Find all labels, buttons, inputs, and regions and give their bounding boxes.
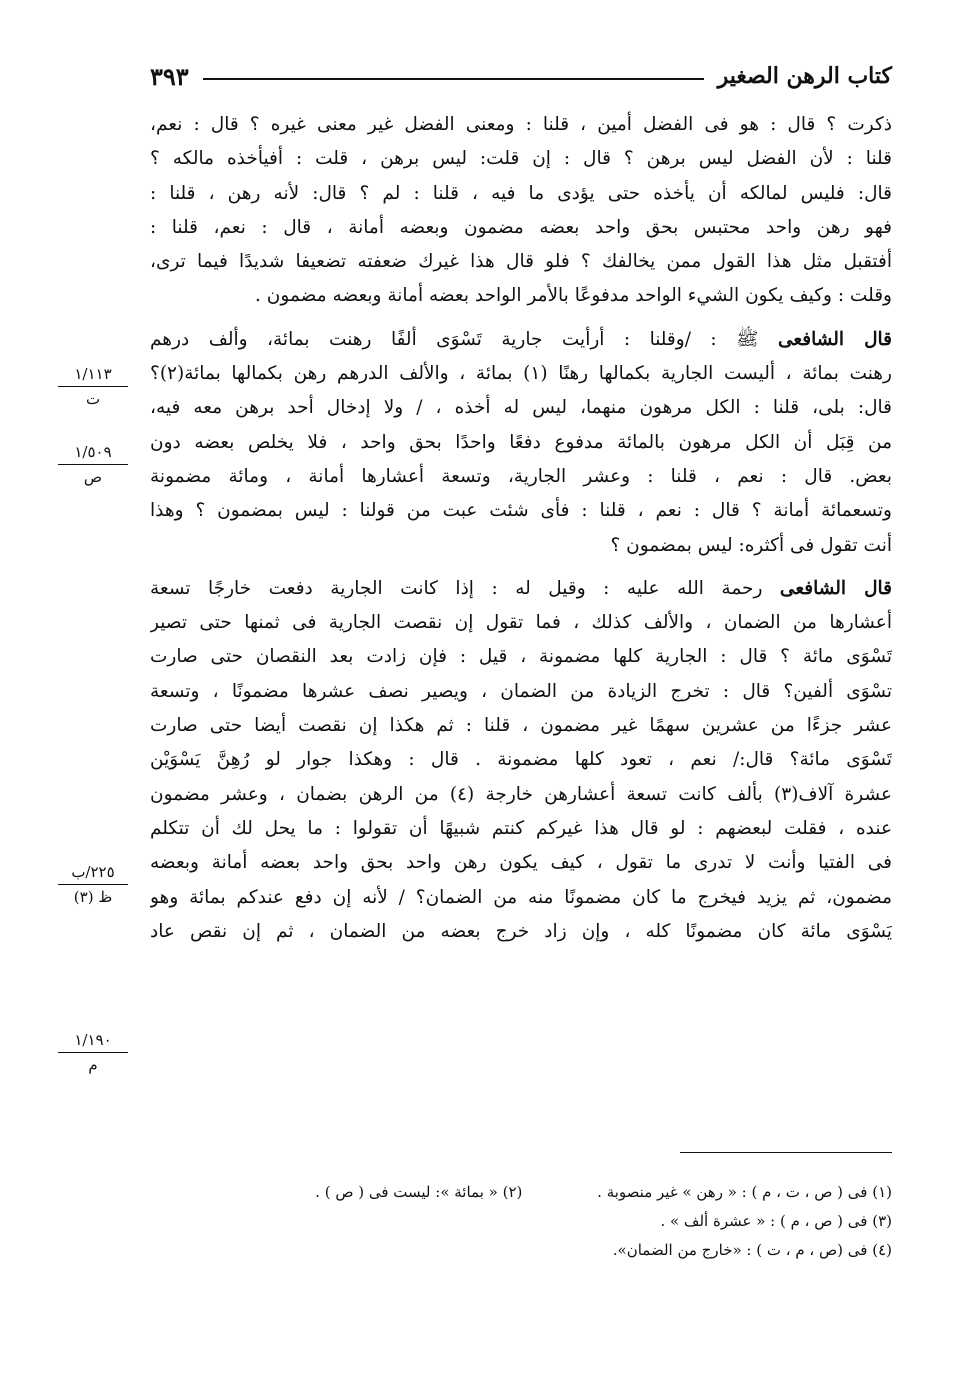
main-text (150, 108, 892, 949)
text-line: يَسْوَى مائة كان مضمونًا كله ، وإن زاد خرج بعضه من الضمان ، ثم إن نقص عاد (150, 920, 892, 942)
text-line: وقلت : وكيف يكون الشيء الواحد مدفوعًا بالأمر الواحد بعضه أمانة وبعضه مضمون . (255, 285, 892, 307)
margin-note-folio: ٢٢٥/ب (58, 862, 128, 885)
text-line: ذكرت ؟ قال : هو فى الفضل أمين ، قلنا : ومعنى الفضل غير معنى غيره ؟ قال : نعم، (150, 114, 892, 135)
text-line: رهنت بمائة ، أليست الجارية بكمالها رهنًا (١) بمائة ، والألف الدرهم رهن بكمالها بمائة(٢)؟ (150, 363, 892, 385)
text-line: عشر جزءًا من عشرين سهمًا غير مضمون ، قلنا : ثم هكذا إن نقصت أيضا حتى صارت (150, 715, 892, 737)
text-line: فى الفتيا وأنت لا تدرى ما تقول ، كيف يكون رهن واحد بحق واحد بعضه أمانة وبعضه (150, 852, 892, 874)
text-line: أنت تقول فى أكثره: ليس بمضمون ؟ (610, 534, 892, 556)
margin-note (58, 442, 128, 487)
footnote-separator (680, 1152, 892, 1153)
margin-note-folio: ١/١٩٠ (58, 1030, 128, 1053)
text-line: قلنا : لأن الفضل ليس برهن ؟ قال : إن قلت: ليس برهن ، قلت : أفيأخذه مالكه ؟ (150, 148, 892, 170)
paragraph-first-line (150, 572, 892, 606)
text-line: أفتقبل مثل هذا القول ممن يخالفك ؟ فلو قال هذا غيرك ضعفته تضعيفا شديدًا فيما ترى، (150, 251, 892, 273)
margin-note-siglum: ت (85, 390, 101, 408)
text-line: عنده ، فقلت لبعضهم : لو قال هذا غيركم كنتم شبيهًا أن تقولوا : ما يحل لك أن تتكلم (150, 817, 892, 839)
footnote-row (150, 1207, 892, 1236)
text-line: فهو رهن واحد محتبس بحق واحد بعضه مضمون وبعضه أمانة ، قال : نعم، قلنا : (150, 216, 892, 238)
margin-note (58, 364, 128, 409)
margin-note (58, 862, 128, 907)
first-line-text: رحمة الله عليه : وقيل له : إذا كانت الجارية دفعت خارجًا تسعة (150, 577, 780, 599)
footnotes (150, 1178, 892, 1265)
text-line: تسْوَى ألفين؟ قال : تخرج الزيادة من الضمان ، ويصير نصف عشرها مضمونًا ، وتسعة (150, 680, 892, 702)
first-line-text: ﷺ : /وقلنا : أرأيت جارية تَسْوَى ألفًا رهنت بمائة، وألف درهم (150, 328, 778, 350)
text-line: من قِبَل أن الكل مرهون بالمائة مدفوع دفعًا واحدًا بحق واحد ، فلا يخلص بعضه دون (150, 431, 892, 453)
book-title: كتاب الرهن الصغير (717, 63, 892, 89)
footnote: (٢) « بمائة »: ليست فى ( ص ) . (315, 1183, 523, 1201)
text-line: قال: فليس لمالكه أن يأخذه حتى يؤدى ما فيه ، قلنا : لم ؟ قال: لأنه رهن ، قلنا : (150, 182, 892, 204)
page-header (150, 56, 892, 96)
footnote: (٤) فى (ص ، م ، ت ) : «خارج من الضمان». (612, 1241, 892, 1259)
footnote: (١) فى ( ص ، ت ، م ) : « رهن » غير منصوبة . (597, 1183, 892, 1201)
footnote-row (150, 1236, 892, 1265)
footnote: (٣) فى ( ص ، م ) : « عشرة ألف » . (660, 1212, 892, 1230)
paragraph-gap (150, 314, 892, 323)
text-line: تَسْوَى مائة ؟ قال : الجارية كلها مضمونة ، قيل : فإن زادت بعد النقصان حتى صارت (150, 646, 892, 668)
text-line: عشرة آلاف(٣) بألف كانت تسعة أعشارهن خارجة (٤) من الرهن بضمان ، وعشر مضمون (150, 783, 892, 805)
margin-note-folio: ١/١١٣ (58, 364, 128, 387)
page-number: ٣٩٣ (150, 61, 189, 91)
text-line: مضمون، ثم يزيد فيخرج ما كان مضمونًا منه من الضمان؟ / لأنه إن دفع عندكم بمائة وهو (150, 886, 892, 908)
margin-note-siglum: م (88, 1056, 98, 1074)
margin-note-siglum: ظ (٣) (73, 888, 113, 906)
paragraph-first-line (150, 323, 892, 357)
text-line: وتسعمائة أمانة ؟ قال : نعم ، قلنا : فأى شئت عبت من قولنا : ليس بمضمون ؟ وهذا (150, 500, 892, 522)
paragraph-lead: قال الشافعى (779, 577, 892, 599)
margin-note-folio: ١/٥٠٩ (58, 442, 128, 465)
paragraph-gap (150, 563, 892, 572)
text-line: تَسْوَى مائة؟ قال:/ نعم ، تعود كلها مضمونة . قال : وهكذا جوار لو رُهِنَّ يَسْوَيْن (150, 749, 892, 771)
footnote-row (150, 1178, 892, 1207)
text-line: أعشارها من الضمان ، والألف كذلك ، فما تقول إن نقصت الجارية فى ثمنها حتى تصير (150, 612, 892, 634)
text-line: قال: بلى، قلنا : الكل مرهون منهما، ليس له أخذه ، / ولا إدخال أحد برهن معه فيه، (150, 397, 892, 419)
margin-note (58, 1030, 128, 1075)
header-rule (203, 78, 704, 80)
margin-note-siglum: ص (83, 468, 103, 486)
text-line: بعض. قال : نعم ، قلنا : وعشر الجارية، وتسعة أعشارها أمانة ، ومائة مضمونة (150, 465, 892, 487)
paragraph-lead: قال الشافعى (777, 328, 892, 350)
